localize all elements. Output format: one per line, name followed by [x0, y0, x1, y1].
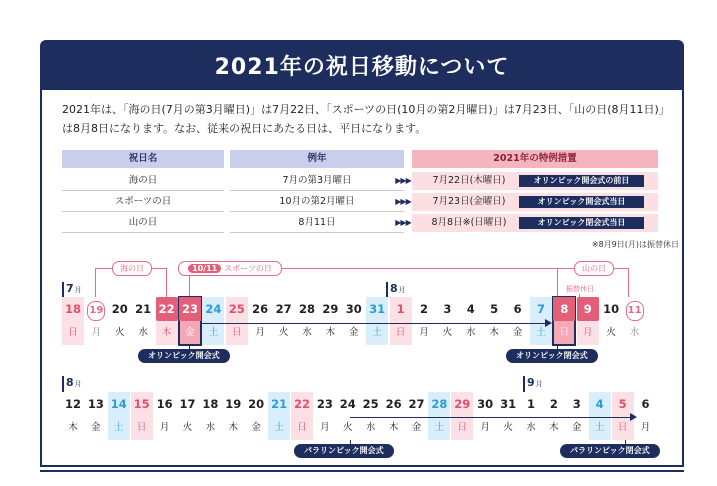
day-number: 13: [87, 397, 104, 411]
day-number: 28: [298, 302, 315, 316]
calendar-day: [314, 392, 336, 440]
weekday: 水: [629, 327, 640, 338]
weekday: 日: [68, 327, 78, 338]
day-number: 31: [369, 302, 386, 316]
calendar-day: [566, 392, 588, 440]
weekday: 木: [68, 422, 78, 433]
paralympic-period-arrow: [350, 417, 630, 418]
former-holiday-marker: 19: [87, 301, 105, 321]
day-number: [624, 297, 646, 321]
table-header: [62, 150, 664, 168]
yama-label: 山の日: [574, 261, 614, 276]
weekday: 水: [205, 422, 216, 433]
paralympic-arrowhead: [630, 413, 637, 421]
table-row: [62, 193, 664, 211]
weekday: 土: [372, 327, 382, 338]
calendar-day: [589, 392, 611, 440]
weekday: 水: [466, 327, 476, 338]
day-number: 2: [419, 302, 428, 316]
day-number: 31: [500, 397, 517, 411]
page-title: 2021年の祝日移動について: [214, 54, 510, 80]
weekday: 日: [457, 422, 468, 433]
weekday: 火: [442, 327, 453, 338]
weekday: 木: [325, 327, 336, 338]
calendar-day: [296, 297, 318, 345]
weekday: 火: [343, 422, 353, 433]
calendar-day: [413, 297, 435, 345]
paralympic-opening-label: パラリンピック開会式: [294, 444, 394, 458]
calendar-day: [360, 392, 382, 440]
footnote: ※8月9日(月)は振替休日: [591, 240, 679, 249]
weekday: 金: [251, 422, 261, 433]
calendar-day: [85, 392, 107, 440]
weekday: 日: [232, 327, 242, 338]
weekday: 水: [302, 327, 312, 338]
sports-label: 10/11 スポーツの日: [178, 261, 282, 276]
day-number: 4: [595, 397, 604, 411]
calendar-day: [428, 392, 450, 440]
calendar-day: [451, 392, 473, 440]
calendar-day: [337, 392, 359, 440]
weekday: 月: [255, 327, 265, 338]
weekday: 土: [208, 327, 219, 338]
day-number: 22: [293, 397, 310, 411]
calendar-day: [553, 297, 575, 345]
day-number: 25: [228, 302, 245, 316]
weekday: 日: [559, 327, 570, 338]
day-number: 18: [202, 397, 219, 411]
day-number: 3: [443, 302, 452, 316]
calendar-day: [460, 297, 482, 345]
calendar-day: [406, 392, 428, 440]
calendar-day: [366, 297, 388, 345]
month-label-aug: 8月: [66, 376, 82, 389]
calendar-day: [108, 392, 130, 440]
header-usual: 例年: [230, 150, 404, 168]
day-number: 23: [316, 397, 333, 411]
day-number: 14: [110, 397, 127, 411]
month-label-aug: 8月: [390, 282, 406, 295]
weekday: 月: [91, 327, 102, 338]
calendar-day: [577, 297, 599, 345]
row-special-badge: オリンピック開会式当日: [519, 196, 644, 208]
umi-label: 海の日: [112, 261, 152, 276]
day-number: 6: [641, 397, 650, 411]
day-number: 27: [275, 302, 292, 316]
weekday: 木: [489, 327, 499, 338]
day-number: 17: [179, 397, 196, 411]
header-holiday-name: 祝日名: [62, 150, 224, 168]
row-special: [412, 193, 658, 211]
weekday: 土: [114, 422, 124, 433]
weekday: 火: [278, 327, 289, 338]
day-number: 20: [248, 397, 265, 411]
weekday: 月: [320, 422, 330, 433]
day-number: 19: [225, 397, 242, 411]
day-number: 16: [156, 397, 173, 411]
weekday: 月: [419, 327, 429, 338]
row-special-date: 8月8日※(日曜日): [431, 217, 507, 228]
day-number: 5: [490, 302, 499, 316]
row-usual: 8月11日: [230, 214, 404, 233]
calendar-day: [199, 392, 221, 440]
calendar-day: [436, 297, 458, 345]
month-marker: [62, 282, 64, 298]
calendar-day: [383, 392, 405, 440]
day-number: 10: [603, 302, 620, 316]
day-number: 20: [111, 302, 128, 316]
olympic-arrowhead: [545, 319, 552, 327]
weekday: 金: [512, 327, 523, 338]
calendar-day: [85, 297, 107, 345]
day-number: 21: [135, 302, 152, 316]
bottom-rule: [40, 470, 684, 472]
day-number: 29: [322, 302, 339, 316]
calendar-day: [483, 297, 505, 345]
month-label-jul: 7月: [66, 282, 82, 295]
calendar-day: [474, 392, 496, 440]
day-number: 3: [572, 397, 581, 411]
row-special: [412, 172, 658, 190]
calendar-day: [343, 297, 365, 345]
olympic-closing-label: オリンピック閉会式: [506, 349, 598, 363]
weekday: 月: [583, 327, 593, 338]
calendar-day: [600, 297, 622, 345]
weekday: 火: [115, 327, 125, 338]
paralympic-closing-label: パラリンピック閉会式: [560, 444, 660, 458]
calendar-day: [319, 297, 341, 345]
day-number: 24: [339, 397, 356, 411]
calendar-day: [226, 297, 248, 345]
day-number: 4: [466, 302, 475, 316]
calendar-day: [132, 297, 154, 345]
intro-text: 2021年は、「海の日(7月の第3月曜日)」は7月22日、「スポーツの日(10月の第2月曜日)」は7月23日、「山の日(8月11日)」は8月8日になります。なお、従来の祝日にあたる日は、平日になります。: [62, 103, 670, 135]
calendar-day: [543, 392, 565, 440]
row-special: [412, 214, 658, 232]
row-holiday-name: 山の日: [62, 214, 224, 233]
day-number: 26: [385, 397, 402, 411]
row-usual: 7月の第3月曜日: [230, 172, 404, 191]
calendar-day: [249, 297, 271, 345]
weekday: 水: [526, 422, 536, 433]
furikae-label: 振替休日: [566, 285, 594, 293]
weekday: 月: [480, 422, 490, 433]
weekday: 金: [91, 422, 101, 433]
weekday: 水: [138, 327, 148, 338]
weekday: 土: [594, 422, 605, 433]
calendar-day: [635, 392, 657, 440]
day-number: 12: [64, 397, 81, 411]
calendar-day: [109, 297, 131, 345]
calendar-day: [179, 297, 201, 345]
table-row: [62, 172, 664, 190]
weekday: 日: [395, 327, 406, 338]
weekday: 金: [572, 422, 582, 433]
row-special-date: 7月23日(金曜日): [432, 196, 506, 207]
weekday: 月: [640, 422, 651, 433]
weekday: 日: [136, 422, 147, 433]
calendar-day: [273, 297, 295, 345]
calendar-day: [268, 392, 290, 440]
calendar-day: [624, 297, 646, 345]
calendar-day: [154, 392, 176, 440]
row-special-date: 7月22日(木曜日): [432, 175, 506, 186]
day-number: 27: [408, 397, 425, 411]
calendar-day: [245, 392, 267, 440]
weekday: 土: [274, 422, 284, 433]
day-number: 21: [271, 397, 288, 411]
row-special-badge: オリンピック開会式の前日: [519, 175, 644, 187]
row-usual: 10月の第2月曜日: [230, 193, 404, 212]
day-number: 29: [454, 397, 471, 411]
day-number: 7: [536, 302, 545, 316]
calendar-day: [520, 392, 542, 440]
weekday: 月: [159, 422, 170, 433]
month-label-sep: 9月: [527, 376, 543, 389]
row-arrow: ▶▶▶: [395, 197, 411, 206]
row-holiday-name: スポーツの日: [62, 193, 224, 212]
table-row: [62, 214, 664, 232]
calendar-day: [156, 297, 178, 345]
day-number: 15: [133, 397, 150, 411]
day-number: 5: [618, 397, 627, 411]
day-number: 1: [526, 397, 535, 411]
weekday: 日: [297, 422, 307, 433]
weekday: 土: [434, 422, 445, 433]
calendar-day: [222, 392, 244, 440]
row-arrow: ▶▶▶: [395, 176, 411, 185]
day-number: 23: [179, 297, 201, 321]
day-number: 22: [156, 297, 178, 321]
weekday: 火: [606, 327, 616, 338]
calendar-day: [497, 392, 519, 440]
former-holiday-marker: 11: [626, 301, 644, 321]
row-arrow: ▶▶▶: [395, 218, 411, 227]
olympic-opening-label: オリンピック開会式: [138, 349, 230, 363]
olympic-period-arrow: [200, 323, 545, 324]
calendar-day: [177, 392, 199, 440]
weekday: 水: [365, 422, 376, 433]
row-holiday-name: 海の日: [62, 172, 224, 191]
day-number: 1: [396, 302, 405, 316]
weekday: 金: [411, 422, 422, 433]
calendar-day: [202, 297, 224, 345]
weekday: 火: [182, 422, 193, 433]
day-number: 26: [252, 302, 269, 316]
title-bar: [40, 40, 684, 90]
weekday: 金: [349, 327, 359, 338]
weekday: 木: [549, 422, 559, 433]
day-number: 18: [64, 302, 81, 316]
day-number: 8: [553, 297, 575, 321]
month-marker: [62, 376, 64, 392]
row-special-badge: オリンピック閉会式当日: [519, 217, 644, 229]
day-number: 28: [431, 397, 448, 411]
day-number: 9: [577, 297, 599, 321]
day-number: 30: [345, 302, 362, 316]
calendar-day: [291, 392, 313, 440]
weekday: 金: [185, 327, 195, 338]
day-number: 25: [362, 397, 379, 411]
weekday: 土: [536, 327, 546, 338]
day-number: 24: [205, 302, 222, 316]
calendar-day: [390, 297, 412, 345]
calendar-day: [507, 297, 529, 345]
day-number: [85, 297, 107, 321]
weekday: 火: [503, 422, 513, 433]
header-special-2021: 2021年の特例措置: [412, 150, 658, 168]
day-number: 30: [477, 397, 494, 411]
weekday: 日: [617, 422, 628, 433]
day-number: 2: [549, 397, 558, 411]
weekday: 木: [388, 422, 399, 433]
calendar-day: [131, 392, 153, 440]
calendar-day: [62, 392, 84, 440]
day-number: 6: [513, 302, 522, 316]
calendar-day: [62, 297, 84, 345]
month-marker: [523, 376, 525, 392]
weekday: 木: [228, 422, 239, 433]
weekday: 木: [161, 327, 172, 338]
